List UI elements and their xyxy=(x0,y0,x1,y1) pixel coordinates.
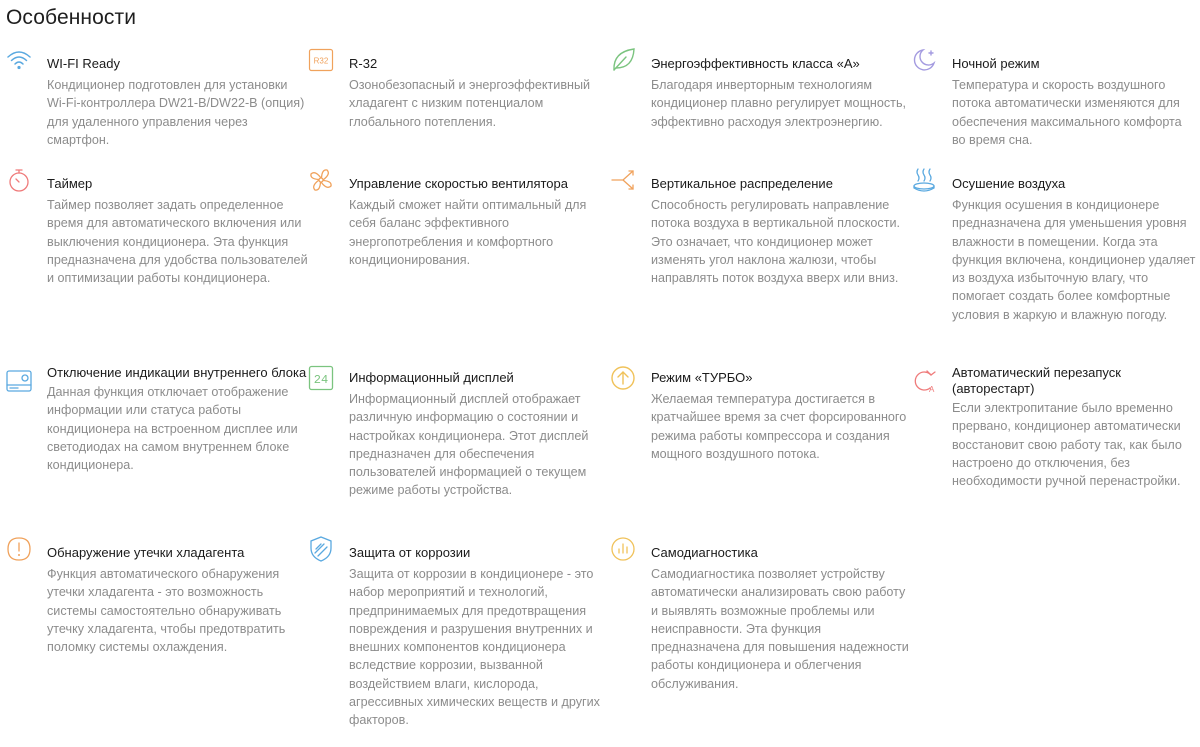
feature-r32 xyxy=(313,56,611,131)
feature-self-diagnostics xyxy=(651,545,913,693)
dehumidify-icon xyxy=(910,166,938,194)
wifi-icon xyxy=(5,46,33,74)
feature-timer xyxy=(47,176,309,287)
r32-icon-label: R32 xyxy=(313,56,329,66)
feature-title: Режим «ТУРБО» xyxy=(651,370,753,385)
feature-description: Функция осушения в кондиционере предназначена для уменьшения уровня влажности в помещении. Когда эта функция включена, кондиционер удаляет из воздуха избыточную влагу, что помогает создать более комфортные условия в жаркую и влажную погоду. xyxy=(952,198,1196,322)
feature-description: Если электропитание было временно прервано, кондиционер автоматически восстановит свою работу так, как было настроено до отключения, без необходимости ручной перенастройки. xyxy=(952,401,1182,489)
feature-description: Кондиционер подготовлен для установки Wi-Fi-контроллера DW21-B/DW22-B (опция) для удаленного управления через смартфон. xyxy=(47,78,305,147)
feature-vertical-airflow xyxy=(651,176,913,287)
feature-description: Благодаря инверторным технологиям кондиционер плавно регулирует мощность, эффективно расходуя электроэнергию. xyxy=(651,78,907,129)
feature-title: Осушение воздуха xyxy=(952,176,1066,191)
feature-description: Информационный дисплей отображает различную информацию о состоянии и настройках кондиционера. Этот дисплей предназначен для обеспечения пользователей информацией о текущем режиме работы устройства. xyxy=(349,392,589,498)
feature-title: Автоматический перезапуск (авторестарт) xyxy=(952,365,1121,396)
moon-icon xyxy=(910,46,938,74)
self-diagnostics-icon xyxy=(609,535,637,563)
feature-night-mode xyxy=(952,56,1196,149)
feature-title: Информационный дисплей xyxy=(349,370,514,385)
feature-title: Ночной режим xyxy=(952,56,1040,71)
feature-turbo xyxy=(651,370,913,463)
feature-title: Отключение индикации внутреннего блока xyxy=(47,365,307,380)
feature-leak-detection xyxy=(47,545,309,656)
vertical-airflow-icon xyxy=(609,166,637,194)
feature-description: Защита от коррозии в кондиционере - это набор мероприятий и технологий, предпринимаемых для предотвращения повреждения и разрушения внутренних и внешних компонентов кондиционера вследствие коррозии, вызванной воздействием влаги, кислорода, агрессивных химических веществ и других факторов. xyxy=(349,567,600,728)
page-title: Особенности xyxy=(6,6,137,29)
feature-title: WI-FI Ready xyxy=(47,56,120,71)
r32-icon xyxy=(307,46,335,74)
feature-title: Защита от коррозии xyxy=(349,545,471,560)
feature-title: Самодиагностика xyxy=(651,545,758,560)
feature-title: Обнаружение утечки хладагента xyxy=(47,545,245,560)
feature-fan-speed xyxy=(349,176,611,269)
turbo-icon xyxy=(609,364,637,392)
feature-autorestart xyxy=(929,365,1196,490)
feature-description: Таймер позволяет задать определенное время для автоматического включения или выключения кондиционера. Эта функция предназначена для удобства пользователей и оптимизации работы кондиционера. xyxy=(47,198,308,286)
feature-description: Функция автоматического обнаружения утечки хладагента - это возможность системы самостоятельно обнаруживать утечку хладагента, чтобы предотвратить поломку системы охлаждения. xyxy=(47,567,286,655)
feature-dehumidify xyxy=(952,176,1196,324)
feature-title: Управление скоростью вентилятора xyxy=(349,176,569,191)
leaf-icon xyxy=(609,46,637,74)
leak-detection-icon xyxy=(5,535,33,563)
feature-title: Таймер xyxy=(47,176,93,191)
feature-wifi xyxy=(47,56,309,149)
feature-title: Вертикальное распределение xyxy=(651,176,833,191)
feature-description: Данная функция отключает отображение информации или статуса работы кондиционера на встроенном дисплее или светодиодах на самом внутреннем блоке кондиционера. xyxy=(47,385,298,473)
feature-description: Самодиагностика позволяет устройству автоматически анализировать свою работу и выявлять возможные проблемы или неисправности. Эта функция предназначена для повышения надежности работы кондиционера и облегчения обслуживания. xyxy=(651,567,909,691)
feature-description: Температура и скорость воздушного потока автоматически изменяются для обеспечения максимального комфорта во время сна. xyxy=(952,78,1182,147)
autorestart-icon xyxy=(910,367,938,395)
feature-description: Способность регулировать направление потока воздуха в вертикальной плоскости. Это означает, что кондиционер может изменять угол наклона жалюзи, чтобы направлять поток воздуха вверх или вниз. xyxy=(651,198,901,286)
feature-title: R-32 xyxy=(349,56,378,71)
feature-description: Озонобезопасный и энергоэффективный хладагент с низким потенциалом глобального потепления. xyxy=(349,78,591,129)
feature-info-display xyxy=(313,370,611,500)
info-display-icon-label: 24 xyxy=(313,373,329,387)
feature-corrosion-protection xyxy=(349,545,611,730)
feature-display-off xyxy=(47,365,309,474)
feature-energy-class xyxy=(651,56,913,131)
fan-icon xyxy=(307,166,335,194)
feature-description: Желаемая температура достигается в кратчайшее время за счет форсированного режима работы компрессора и создания мощного воздушного потока. xyxy=(651,392,907,461)
autorestart-icon-label: A xyxy=(929,385,935,394)
feature-title: Энергоэффективность класса «А» xyxy=(651,56,860,71)
info-display-icon xyxy=(307,364,335,392)
feature-description: Каждый сможет найти оптимальный для себя баланс эффективного энергопотребления и комфортного кондиционирования. xyxy=(349,198,587,267)
corrosion-shield-icon xyxy=(307,535,335,563)
timer-icon xyxy=(5,166,33,194)
display-off-icon xyxy=(5,367,33,395)
